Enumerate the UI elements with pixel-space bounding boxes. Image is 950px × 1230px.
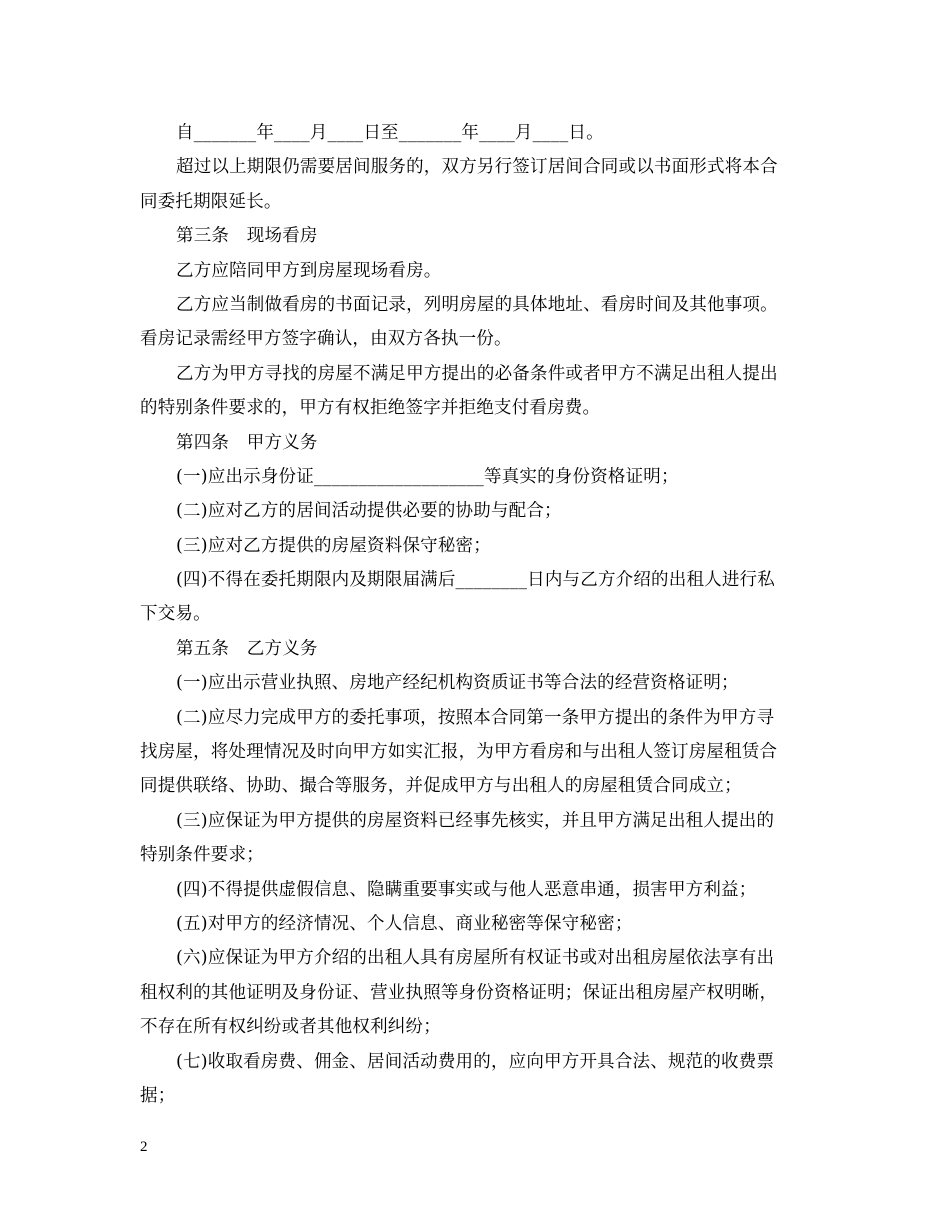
article-3-heading: 第三条 现场看房 [176,226,318,247]
text-line-18: (二)应尽力完成甲方的委托事项，按照本合同第一条甲方提出的条件为甲方寻 [176,707,775,728]
document-body [140,116,812,1113]
text-line-27: 不存在所有权纠纷或者其他权利纠纷； [140,1017,441,1038]
page-number: 2 [140,1139,148,1155]
text-line-14: (四)不得在委托期限内及期限届满后________日内与乙方介绍的出租人进行私 [176,570,775,591]
text-line-17: (一)应出示营业执照、房地产经纪机构资质证书等合法的经营资格证明； [176,673,739,694]
text-line-7: 看房记录需经甲方签字确认，由双方各执一份。 [140,329,512,350]
text-line-29: 据； [140,1085,176,1106]
text-line-13: (三)应对乙方提供的房屋资料保守秘密； [176,535,491,556]
text-line-6: 乙方应当制做看房的书面记录，列明房屋的具体地址、看房时间及其他事项。 [176,294,778,315]
text-line-1: 自_______年____月____日至_______年____月____日。 [176,123,604,143]
article-4-heading: 第四条 甲方义务 [176,432,318,453]
text-line-12: (二)应对乙方的居间活动提供必要的协助与配合； [176,501,562,522]
text-line-5: 乙方应陪同甲方到房屋现场看房。 [176,260,442,281]
text-line-21: (三)应保证为甲方提供的房屋资料已经事先核实，并且甲方满足出租人提出的 [176,810,775,831]
text-line-25: (六)应保证为甲方介绍的出租人具有房屋所有权证书或对出租房屋依法享有出 [176,948,775,969]
text-line-11: (一)应出示身份证___________________等真实的身份资格证明； [176,466,679,487]
text-line-23: (四)不得提供虚假信息、隐瞒重要事实或与他人恶意串通，损害甲方利益； [176,879,757,900]
text-line-20: 同提供联络、协助、撮合等服务，并促成甲方与出租人的房屋租赁合同成立； [140,776,742,797]
text-line-28: (七)收取看房费、佣金、居间活动费用的，应向甲方开具合法、规范的收费票 [176,1051,775,1072]
text-line-8: 乙方为甲方寻找的房屋不满足甲方提出的必备条件或者甲方不满足出租人提出 [176,363,778,384]
text-line-26: 租权利的其他证明及身份证、营业执照等身份资格证明；保证出租房屋产权明晰， [140,982,778,1003]
text-line-2: 超过以上期限仍需要居间服务的，双方另行签订居间合同或以书面形式将本合 [176,157,778,178]
text-line-3: 同委托期限延长。 [140,191,282,212]
text-line-15: 下交易。 [140,604,211,625]
text-line-9: 的特别条件要求的，甲方有权拒绝签字并拒绝支付看房费。 [140,398,601,419]
text-line-19: 找房屋，将处理情况及时向甲方如实汇报，为甲方看房和与出租人签订房屋租赁合 [140,742,778,763]
text-line-22: 特别条件要求； [140,845,264,866]
text-line-24: (五)对甲方的经济情况、个人信息、商业秘密等保守秘密； [176,913,633,934]
article-5-heading: 第五条 乙方义务 [176,638,318,659]
